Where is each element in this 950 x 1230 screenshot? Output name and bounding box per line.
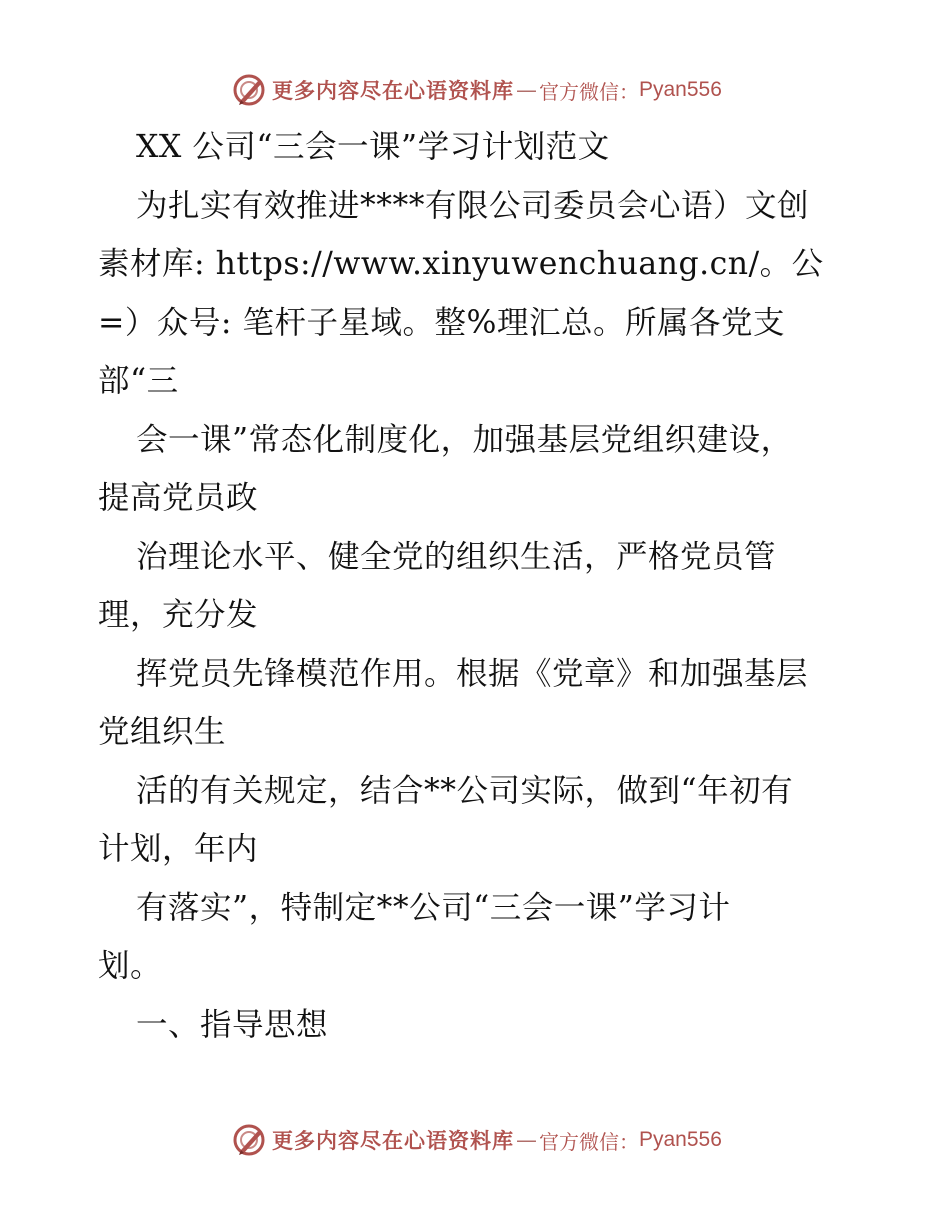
text-line: 党组织生 [98,714,227,750]
text-line: 活的有关规定，结合**公司实际，做到“年初有 [136,772,794,809]
document-body [98,118,858,1054]
text-line: 治理论水平、健全党的组织生活，严格党员管 [136,538,777,575]
watermark-wechat-id: Pyan556 [639,78,722,101]
text-line: 有落实”，特制定**公司“三会一课”学习计 [136,889,731,926]
text-line: 划。 [98,948,163,984]
watermark-wechat-label: 官方微信： [539,79,639,104]
watermark-text: 更多内容尽在心语资料库 [272,78,514,103]
document-title: XX 公司“三会一课”学习计划范文 [136,129,610,165]
text-line: 理，充分发 [98,597,259,633]
text-line: 为扎实有效推进****有限公司委员会心语）文创 [136,187,810,224]
watermark-wechat-id: Pyan556 [639,1128,722,1151]
watermark-separator: — [516,78,537,102]
watermark-wechat-label: 官方微信： [539,1129,639,1154]
text-line: =）众号: 笔杆子星域。整%理汇总。所属各党支 [98,304,785,341]
watermark-separator: — [516,1128,537,1152]
text-line: 计划，年内 [98,831,259,867]
header-watermark [232,72,722,108]
pen-logo-icon [232,1123,266,1157]
text-line: 素材库: https://www.xinyuwenchuang.cn/。公 [98,246,824,282]
text-line: 会一课”常态化制度化，加强基层党组织建设， [136,421,793,458]
text-line: 挥党员先锋模范作用。根据《党章》和加强基层 [136,655,809,692]
pen-logo-icon [232,73,266,107]
text-line: 部“三 [98,363,179,399]
text-line: 一、指导思想 [136,1006,329,1043]
watermark-text: 更多内容尽在心语资料库 [272,1128,514,1153]
footer-watermark [232,1122,722,1158]
text-line: 提高党员政 [98,480,259,516]
